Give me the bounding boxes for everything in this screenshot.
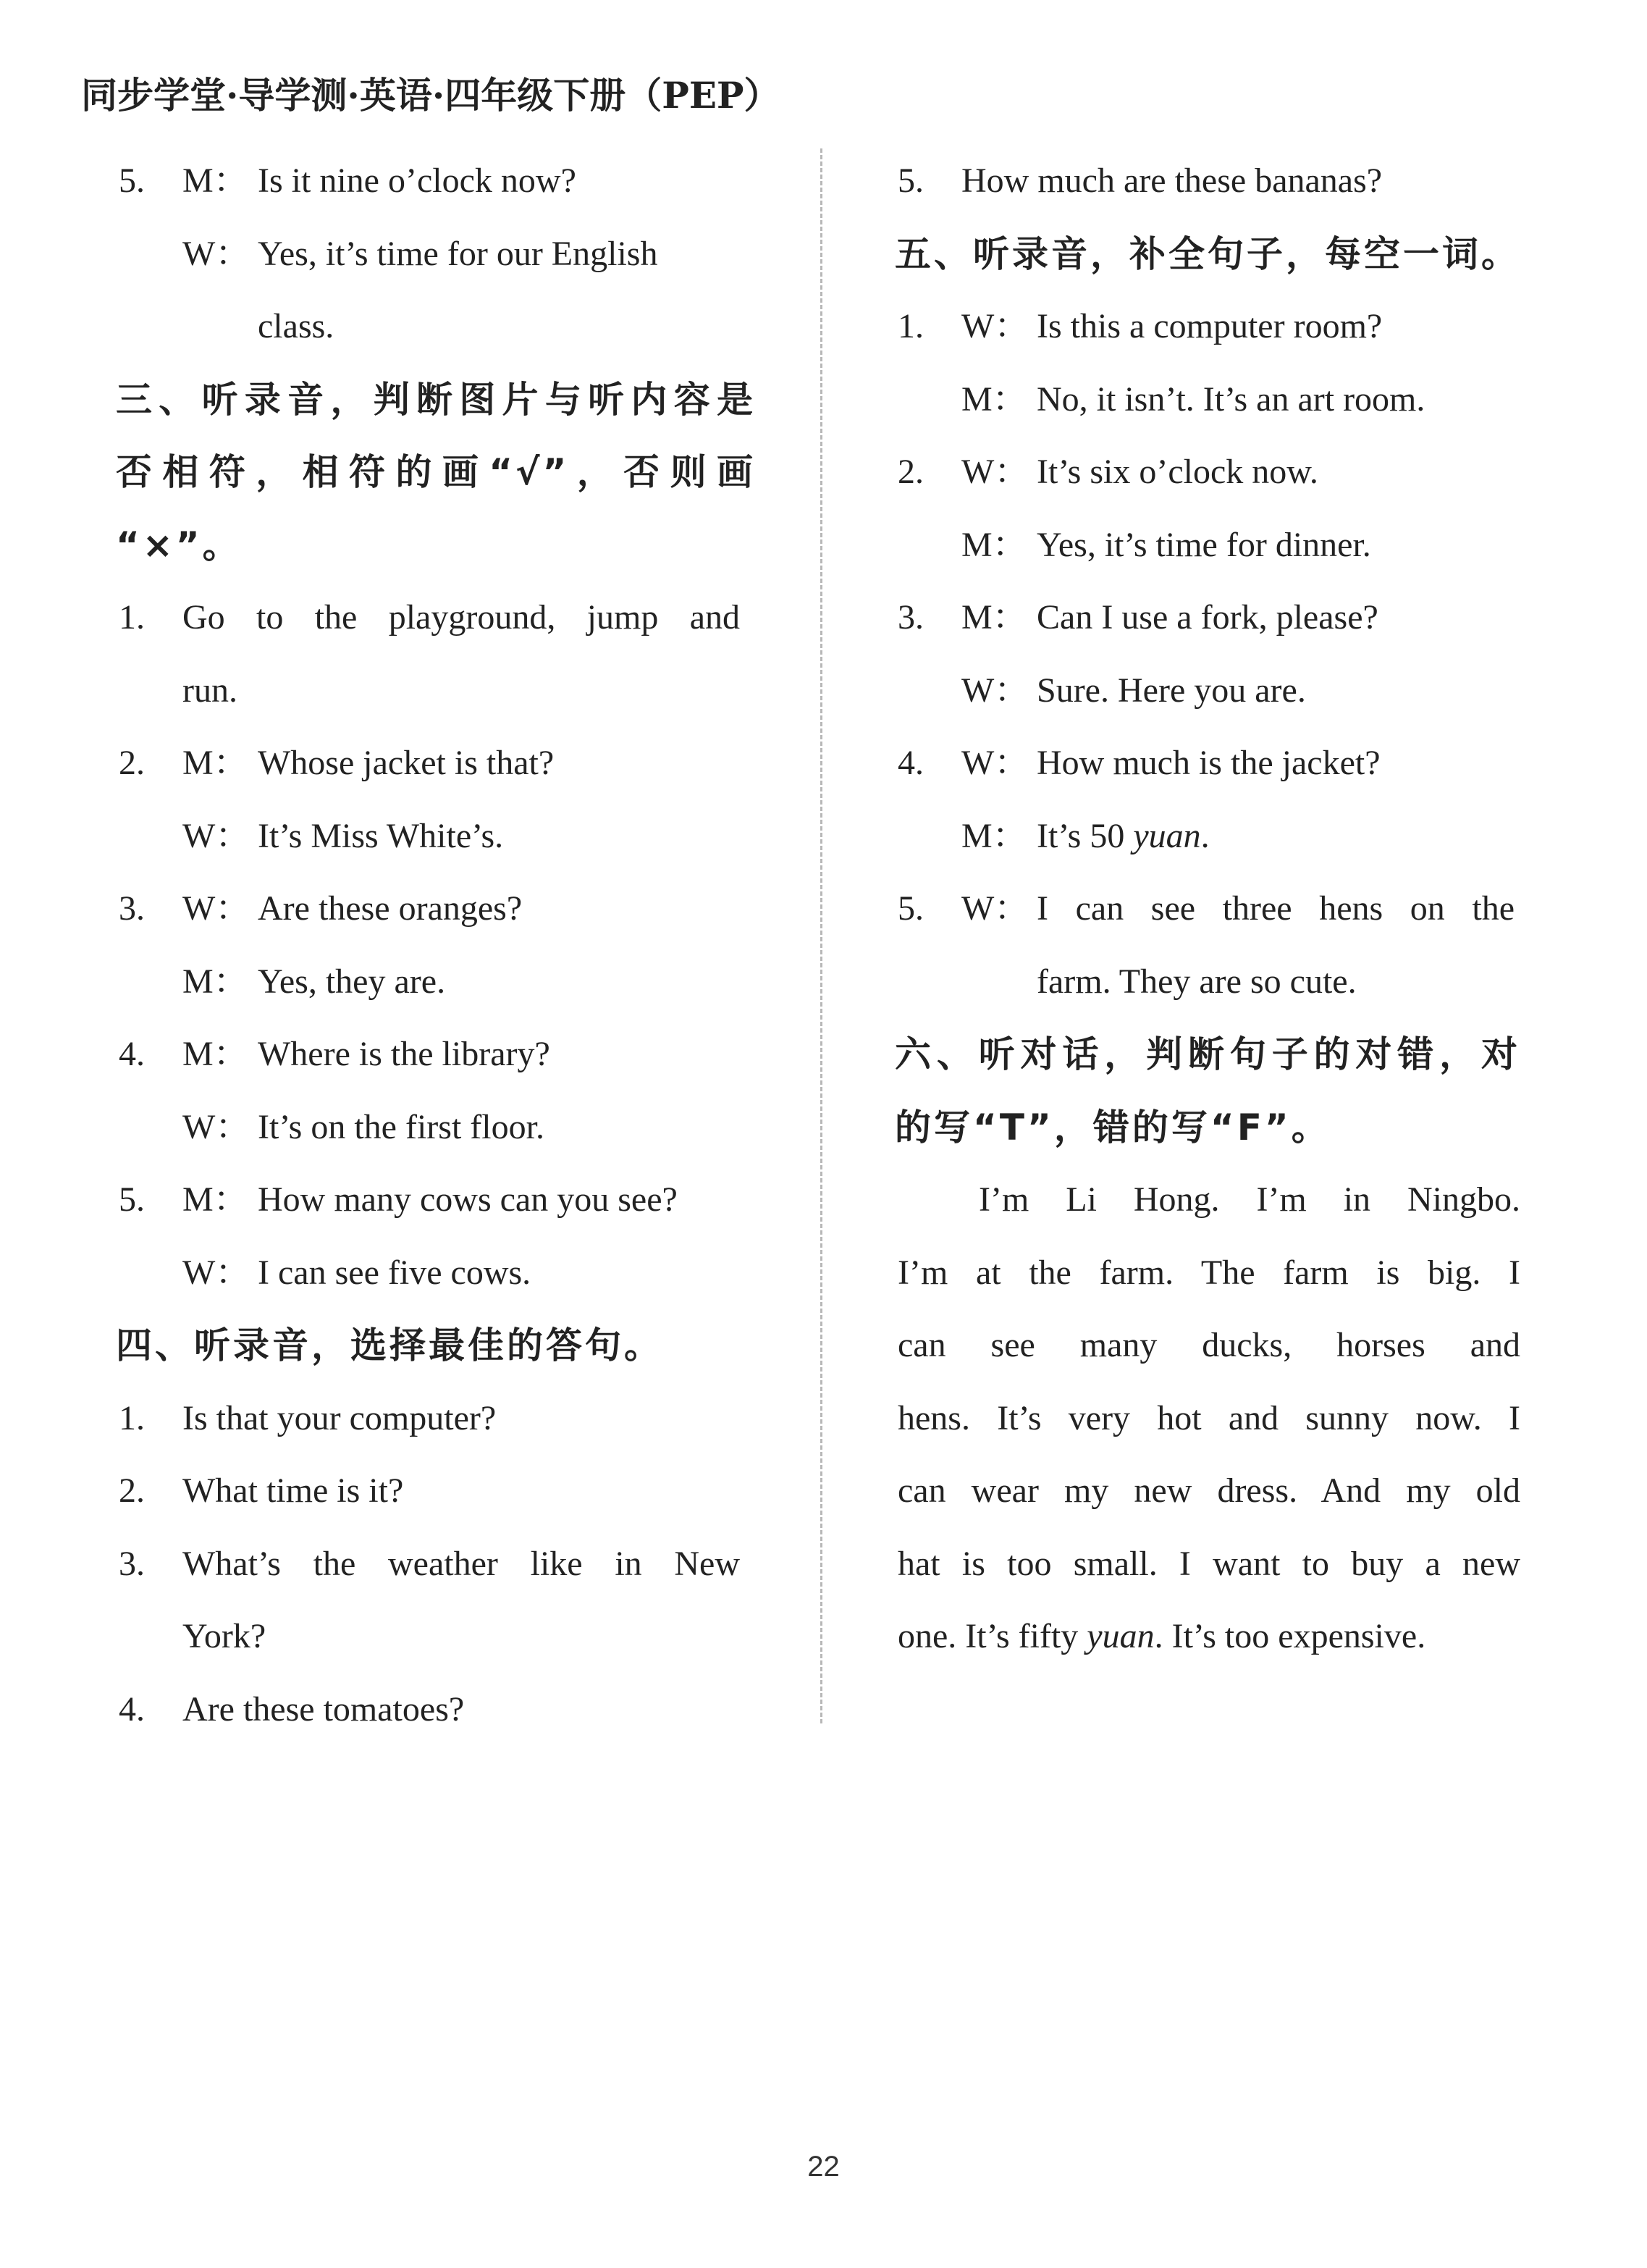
s5-item3-question: 3. M： Can I use a fork, please?	[898, 598, 1378, 637]
s5-item5-question-cont: farm. They are so cute.	[1037, 962, 1357, 1001]
s3-item4-question: 4. M： Where is the library?	[119, 1035, 550, 1073]
dialogue-text: Yes, it’s time for our English	[258, 234, 658, 273]
section4-title: 四、听录音，选择最佳的答句。	[116, 1324, 663, 1366]
s5-item1-answer: M： No, it isn’t. It’s an art room.	[961, 379, 1425, 419]
s2-item5-answer-cont: class.	[258, 307, 334, 345]
passage-line-1: I’m Li Hong. I’m in Ningbo.	[979, 1180, 1520, 1219]
s5-item3-answer: W： Sure. Here you are.	[961, 671, 1306, 710]
item-text: Go to the playground, jump and	[182, 598, 740, 637]
s3-item2-question: 2. M： Whose jacket is that?	[119, 744, 555, 782]
s5-item5-question: 5. W： I can see three hens on the	[898, 889, 1515, 928]
s4-item2: 2. What time is it?	[119, 1471, 404, 1510]
right-column	[895, 145, 1520, 1673]
s4-item1: 1. Is that your computer?	[119, 1398, 497, 1437]
passage-line-4: hens. It’s very hot and sunny now. I	[898, 1398, 1520, 1437]
section3-title-line2: 否相符，相符的画“√”，否则画	[116, 451, 756, 493]
speaker-label: W：	[182, 234, 250, 273]
section5-title: 五、听录音，补全句子，每空一词。	[895, 232, 1520, 275]
s2-item5-question	[119, 145, 756, 218]
passage-line-7: one. It’s fifty yuan. It’s too expensive.	[898, 1617, 1426, 1655]
s5-item1-question: 1. W： Is this a computer room?	[898, 307, 1383, 345]
s3-item2-answer: W： It’s Miss White’s.	[182, 816, 504, 855]
running-header: 同步学堂·导学测·英语·四年级下册（PEP）	[81, 74, 780, 117]
s3-item1-cont: run.	[182, 671, 237, 710]
left-column	[116, 145, 756, 1746]
s3-item3-question: 3. W： Are these oranges?	[119, 889, 523, 928]
passage-line-3: can see many ducks, horses and	[898, 1326, 1520, 1364]
section3-title-line3: “×”。	[116, 524, 242, 566]
s3-item5-answer: W： I can see five cows.	[182, 1253, 531, 1292]
dialogue-text: Is it nine o’clock now?	[258, 161, 576, 200]
page-number: 22	[807, 2151, 840, 2183]
s5-item2-answer: M： Yes, it’s time for dinner.	[961, 525, 1371, 564]
s3-item4-answer: W： It’s on the first floor.	[182, 1107, 544, 1146]
section6-title-line2: 的写“T”，错的写“F”。	[895, 1106, 1331, 1148]
passage-line-2: I’m at the farm. The farm is big. I	[898, 1253, 1520, 1292]
s5-item2-question: 2. W： It’s six o’clock now.	[898, 453, 1318, 491]
s4-item3-cont: York?	[182, 1617, 266, 1655]
speaker-label: M：	[182, 161, 248, 200]
item-number: 5.	[119, 161, 145, 200]
s2-item5-answer	[119, 218, 756, 291]
section6-title-line1: 六、听对话，判断句子的对错，对	[895, 1033, 1520, 1075]
s4-item3: 3. What’s the weather like in New	[119, 1544, 740, 1583]
s5-item4-question: 4. W： How much is the jacket?	[898, 744, 1381, 782]
section3-title-line1: 三、听录音，判断图片与听内容是	[116, 378, 756, 421]
passage-line-6: hat is too small. I want to buy a new	[898, 1544, 1520, 1583]
column-divider	[820, 148, 822, 1723]
passage-line-5: can wear my new dress. And my old	[898, 1471, 1520, 1510]
s4-item4: 4. Are these tomatoes?	[119, 1689, 465, 1729]
s4-item5: 5. How much are these bananas?	[898, 161, 1383, 200]
s5-item4-answer: M： It’s 50 yuan.	[961, 816, 1210, 855]
s3-item1	[119, 581, 756, 655]
s3-item3-answer: M： Yes, they are.	[182, 962, 446, 1001]
item-number: 1.	[119, 598, 145, 637]
s3-item5-question: 5. M： How many cows can you see?	[119, 1180, 678, 1219]
